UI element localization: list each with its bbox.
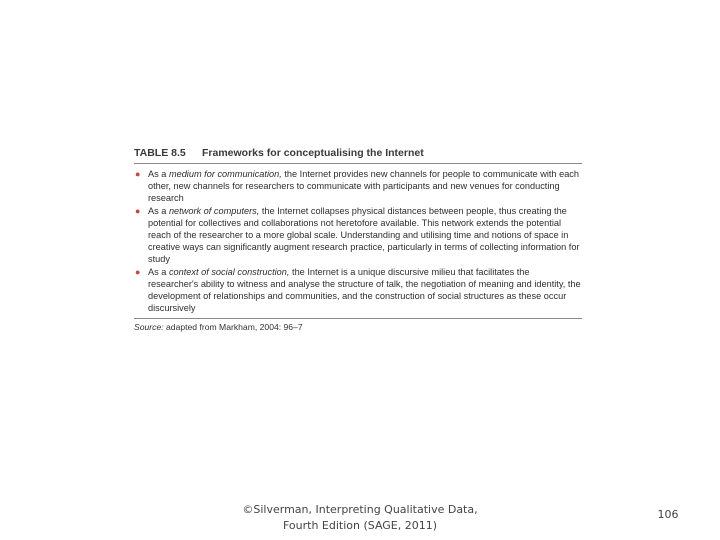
bullet-lead: As a	[148, 205, 169, 216]
citation-line-1: ©Silverman, Interpreting Qualitative Data,	[242, 503, 478, 516]
citation-line-2: Fourth Edition (SAGE, 2011)	[282, 519, 438, 532]
bullet-emphasis: network of computers,	[168, 205, 260, 216]
bullet-icon: ●	[135, 205, 141, 216]
page-number: 106	[657, 508, 679, 521]
bullet-icon: ●	[135, 266, 141, 277]
bullet-text: the Internet is a unique discursive milieu that facilitates the researcher's ability to witness and analyse the structure of talk, the negotiation of meaning and identity, the development of relationships and communities, and the construction of social structures as these occur discursively	[148, 266, 581, 314]
bullet-item-medium	[134, 168, 582, 205]
table-title: Frameworks for conceptualising the Internet	[202, 147, 424, 159]
table-source	[134, 321, 582, 333]
bullet-lead: As a	[148, 169, 169, 179]
bullet-item-context	[134, 266, 582, 315]
table-heading	[134, 146, 582, 160]
footer-citation	[230, 502, 490, 534]
table-number: TABLE 8.5	[134, 147, 186, 159]
bullet-text: the Internet collapses physical distances between people, thus creating the potential for collectives and collaborations not heretofore available. This network extends the potential reach of the researcher to a more global scale. Understanding and utilising time and notions of space in creative ways can significantly augment research practice, particularly in terms of collecting information for study	[148, 205, 580, 265]
bullet-text: the Internet provides new channels for people to communicate with each other, new channels for researchers to communicate with participants and new venues for conducting research	[148, 169, 580, 204]
bullet-item-network	[134, 205, 582, 266]
source-label: Source:	[134, 322, 164, 333]
bullet-list	[134, 164, 582, 314]
bullet-emphasis: medium for communication,	[168, 169, 282, 179]
bullet-emphasis: context of social construction,	[168, 266, 290, 277]
bullet-icon: ●	[135, 169, 141, 179]
table-figure	[134, 146, 582, 333]
bottom-rule	[134, 318, 582, 319]
bullet-lead: As a	[148, 266, 169, 277]
source-text: adapted from Markham, 2004: 96–7	[163, 322, 303, 333]
